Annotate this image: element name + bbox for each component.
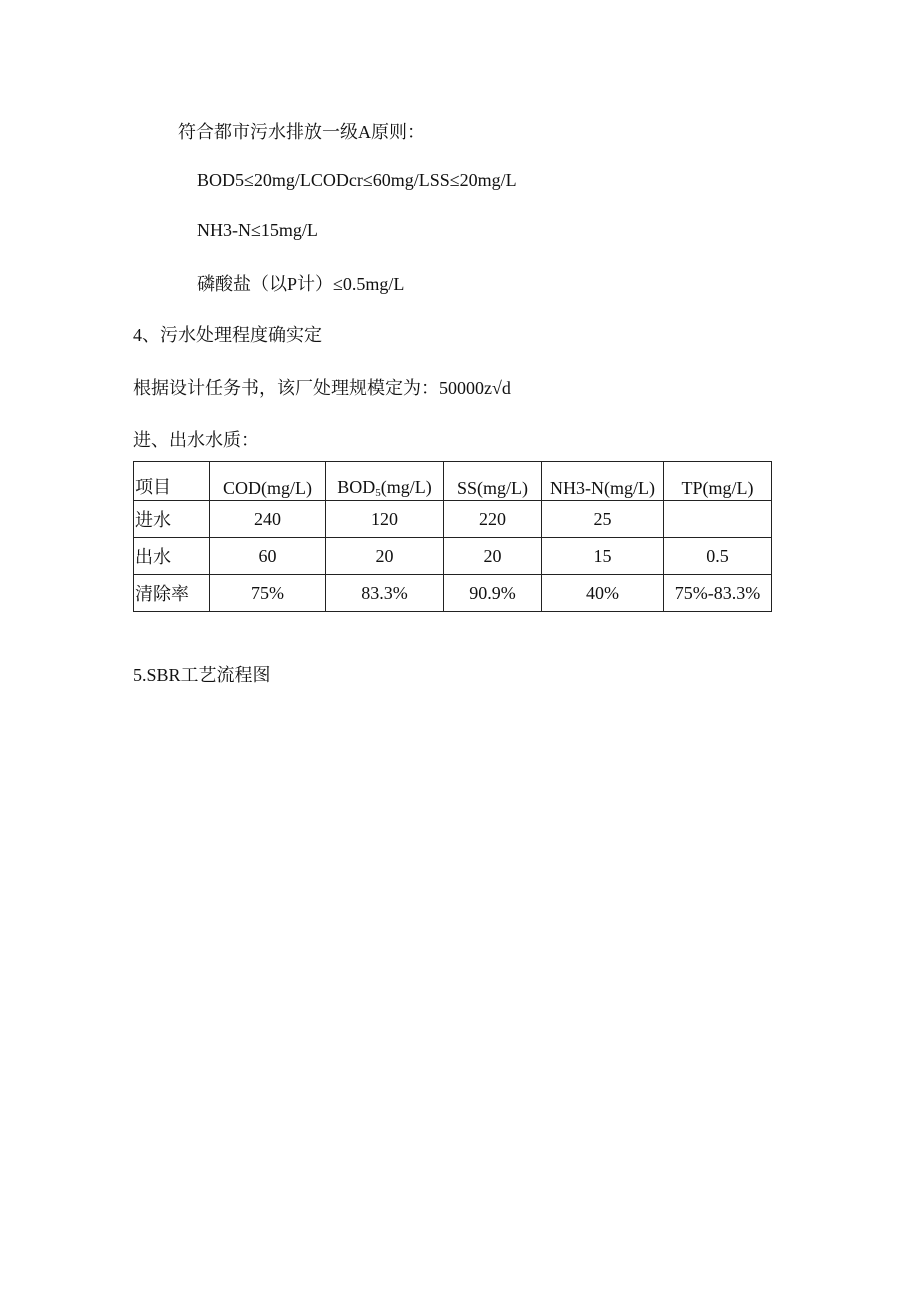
header-bod5 [326, 462, 444, 501]
header-cod: COD(mg/L) [210, 462, 326, 501]
table-cell: 20 [326, 538, 444, 575]
header-bod5-prefix: BOD [337, 477, 376, 497]
header-item: 项目 [134, 462, 210, 501]
table-cell: 83.3% [326, 575, 444, 612]
table-cell [664, 501, 772, 538]
standard-nh3n: NH3-N≤15mg/L [197, 220, 318, 240]
table-cell: 出水 [134, 538, 210, 575]
header-ss: SS(mg/L) [444, 462, 542, 501]
standard-bod-cod-ss: BOD5≤20mg/LCODcr≤60mg/LSS≤20mg/L [197, 170, 517, 190]
table-cell: 15 [542, 538, 664, 575]
header-bod5-subscript: 5 [375, 487, 381, 499]
header-nh3n: NH3-N(mg/L) [542, 462, 664, 501]
water-quality-table [133, 461, 772, 612]
standard-intro: 符合都市污水排放一级A原则： [178, 122, 425, 142]
header-tp: TP(mg/L) [664, 462, 772, 501]
table-cell: 20 [444, 538, 542, 575]
section-5-heading: 5.SBR工艺流程图 [133, 665, 271, 685]
table-cell: 25 [542, 501, 664, 538]
water-quality-heading: 进、出水水质： [133, 430, 259, 450]
table-cell: 40% [542, 575, 664, 612]
design-scale-text: 根据设计任务书，该厂处理规模定为：50000z√d [133, 378, 511, 398]
table-cell: 75% [210, 575, 326, 612]
table-cell: 清除率 [134, 575, 210, 612]
section-4-heading: 4、污水处理程度确实定 [133, 325, 322, 345]
table-cell: 90.9% [444, 575, 542, 612]
table-cell: 240 [210, 501, 326, 538]
table-cell: 220 [444, 501, 542, 538]
table-row-removal-rate [134, 575, 772, 612]
table-header-row [134, 462, 772, 501]
table-row-effluent [134, 538, 772, 575]
table-cell: 120 [326, 501, 444, 538]
table-cell: 60 [210, 538, 326, 575]
header-bod5-unit: (mg/L) [380, 477, 432, 497]
table-cell: 0.5 [664, 538, 772, 575]
table-cell: 进水 [134, 501, 210, 538]
standard-phosphate: 磷酸盐（以P计）≤0.5mg/L [197, 274, 405, 294]
table-row-influent [134, 501, 772, 538]
table-cell: 75%-83.3% [664, 575, 772, 612]
